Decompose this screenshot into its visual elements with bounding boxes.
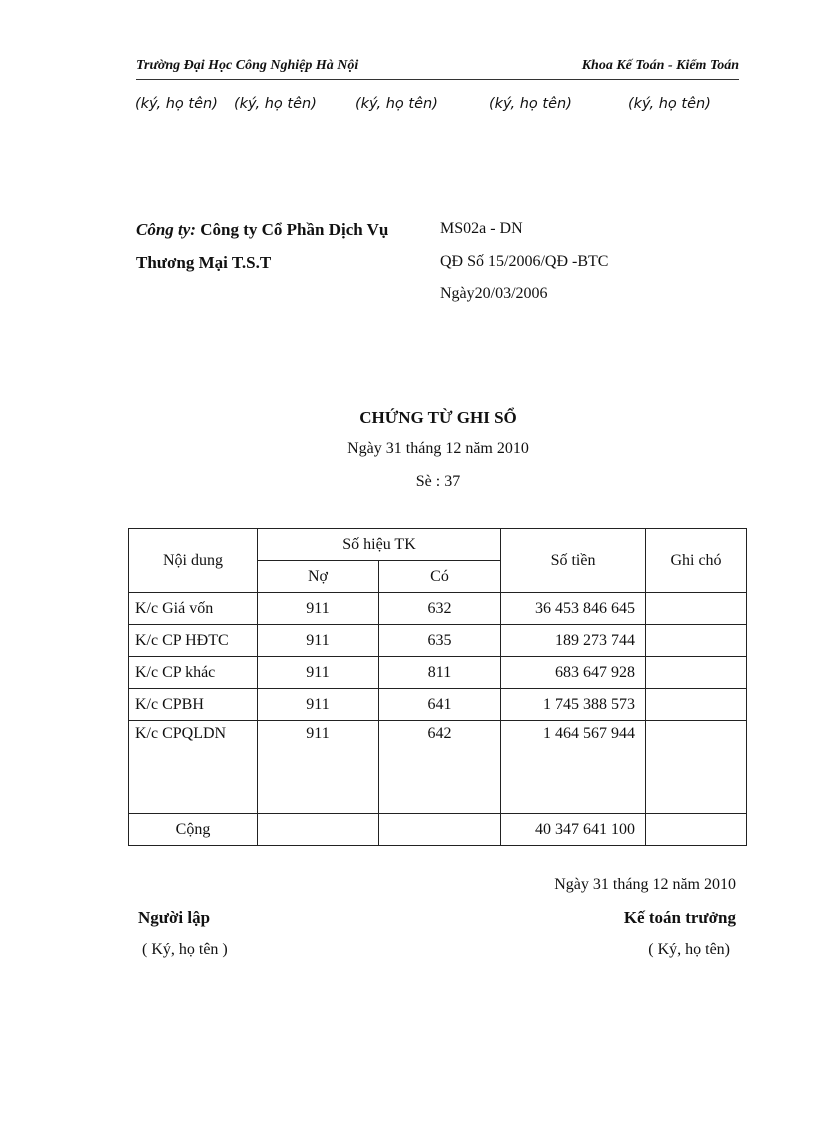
preparer-sign: ( Ký, họ tên ) (142, 941, 228, 958)
signature-label: (ký, họ tên) (135, 96, 218, 112)
cell-note (646, 657, 747, 689)
total-note (646, 814, 747, 846)
ledger-table (128, 528, 747, 846)
cell-content: K/c Giá vốn (129, 593, 258, 625)
header-amount: Số tiền (501, 529, 646, 593)
cell-amount: 683 647 928 (501, 657, 646, 689)
total-debit (258, 814, 379, 846)
cell-content: K/c CP HĐTC (129, 625, 258, 657)
header-faculty: Khoa Kế Toán - Kiểm Toán (581, 58, 739, 73)
chief-accountant-sign: ( Ký, họ tên) (648, 941, 730, 958)
cell-note (646, 721, 747, 814)
cell-credit: 642 (379, 721, 501, 814)
cell-amount: 1 464 567 944 (501, 721, 646, 814)
form-decision: QĐ Số 15/2006/QĐ -BTC (440, 253, 609, 270)
cell-amount: 36 453 846 645 (501, 593, 646, 625)
company-label: Công ty: (136, 220, 196, 239)
footer-date: Ngày 31 tháng 12 năm 2010 (554, 876, 736, 893)
cell-credit: 635 (379, 625, 501, 657)
header-account-group: Số hiệu TK (258, 529, 501, 561)
table-row (129, 721, 747, 814)
cell-credit: 632 (379, 593, 501, 625)
cell-note (646, 689, 747, 721)
cell-content: K/c CP khác (129, 657, 258, 689)
total-label: Cộng (129, 814, 258, 846)
signature-label: (ký, họ tên) (489, 96, 572, 112)
cell-content: K/c CPBH (129, 689, 258, 721)
table-row (129, 593, 747, 625)
cell-amount: 1 745 388 573 (501, 689, 646, 721)
company-line-2 (136, 253, 271, 273)
table-row (129, 657, 747, 689)
cell-note (646, 593, 747, 625)
document-number: Sè : 37 (415, 473, 461, 490)
cell-amount: 189 273 744 (501, 625, 646, 657)
cell-debit: 911 (258, 625, 379, 657)
cell-debit: 911 (258, 593, 379, 625)
total-amount: 40 347 641 100 (501, 814, 646, 846)
preparer-title: Người lập (138, 908, 211, 927)
header-school: Trường Đại Học Công Nghiệp Hà Nội (136, 58, 359, 73)
company-line-1 (136, 220, 388, 240)
document-date: Ngày 31 tháng 12 năm 2010 (347, 440, 529, 457)
total-row (129, 814, 747, 846)
total-credit (379, 814, 501, 846)
signature-label: (ký, họ tên) (234, 96, 317, 112)
header-debit: Nợ (258, 561, 379, 593)
table-row (129, 689, 747, 721)
header-divider (136, 79, 739, 80)
cell-content: K/c CPQLDN (129, 721, 258, 814)
header-content: Nội dung (129, 529, 258, 593)
header-credit: Có (379, 561, 501, 593)
company-name-2: Thương Mại T.S.T (136, 253, 272, 272)
cell-credit: 811 (379, 657, 501, 689)
table-row (129, 625, 747, 657)
signature-label: (ký, họ tên) (628, 96, 711, 112)
cell-credit: 641 (379, 689, 501, 721)
chief-accountant-title: Kế toán trưởng (623, 908, 736, 927)
company-name-1: Công ty Cổ Phần Dịch Vụ (200, 220, 389, 239)
cell-note (646, 625, 747, 657)
cell-debit: 911 (258, 721, 379, 814)
cell-debit: 911 (258, 657, 379, 689)
form-date: Ngày20/03/2006 (440, 285, 548, 302)
cell-debit: 911 (258, 689, 379, 721)
header-note: Ghi chó (646, 529, 747, 593)
document-title: CHỨNG TỪ GHI SỔ (359, 408, 517, 427)
form-code: MS02a - DN (440, 220, 523, 237)
signature-label: (ký, họ tên) (355, 96, 438, 112)
